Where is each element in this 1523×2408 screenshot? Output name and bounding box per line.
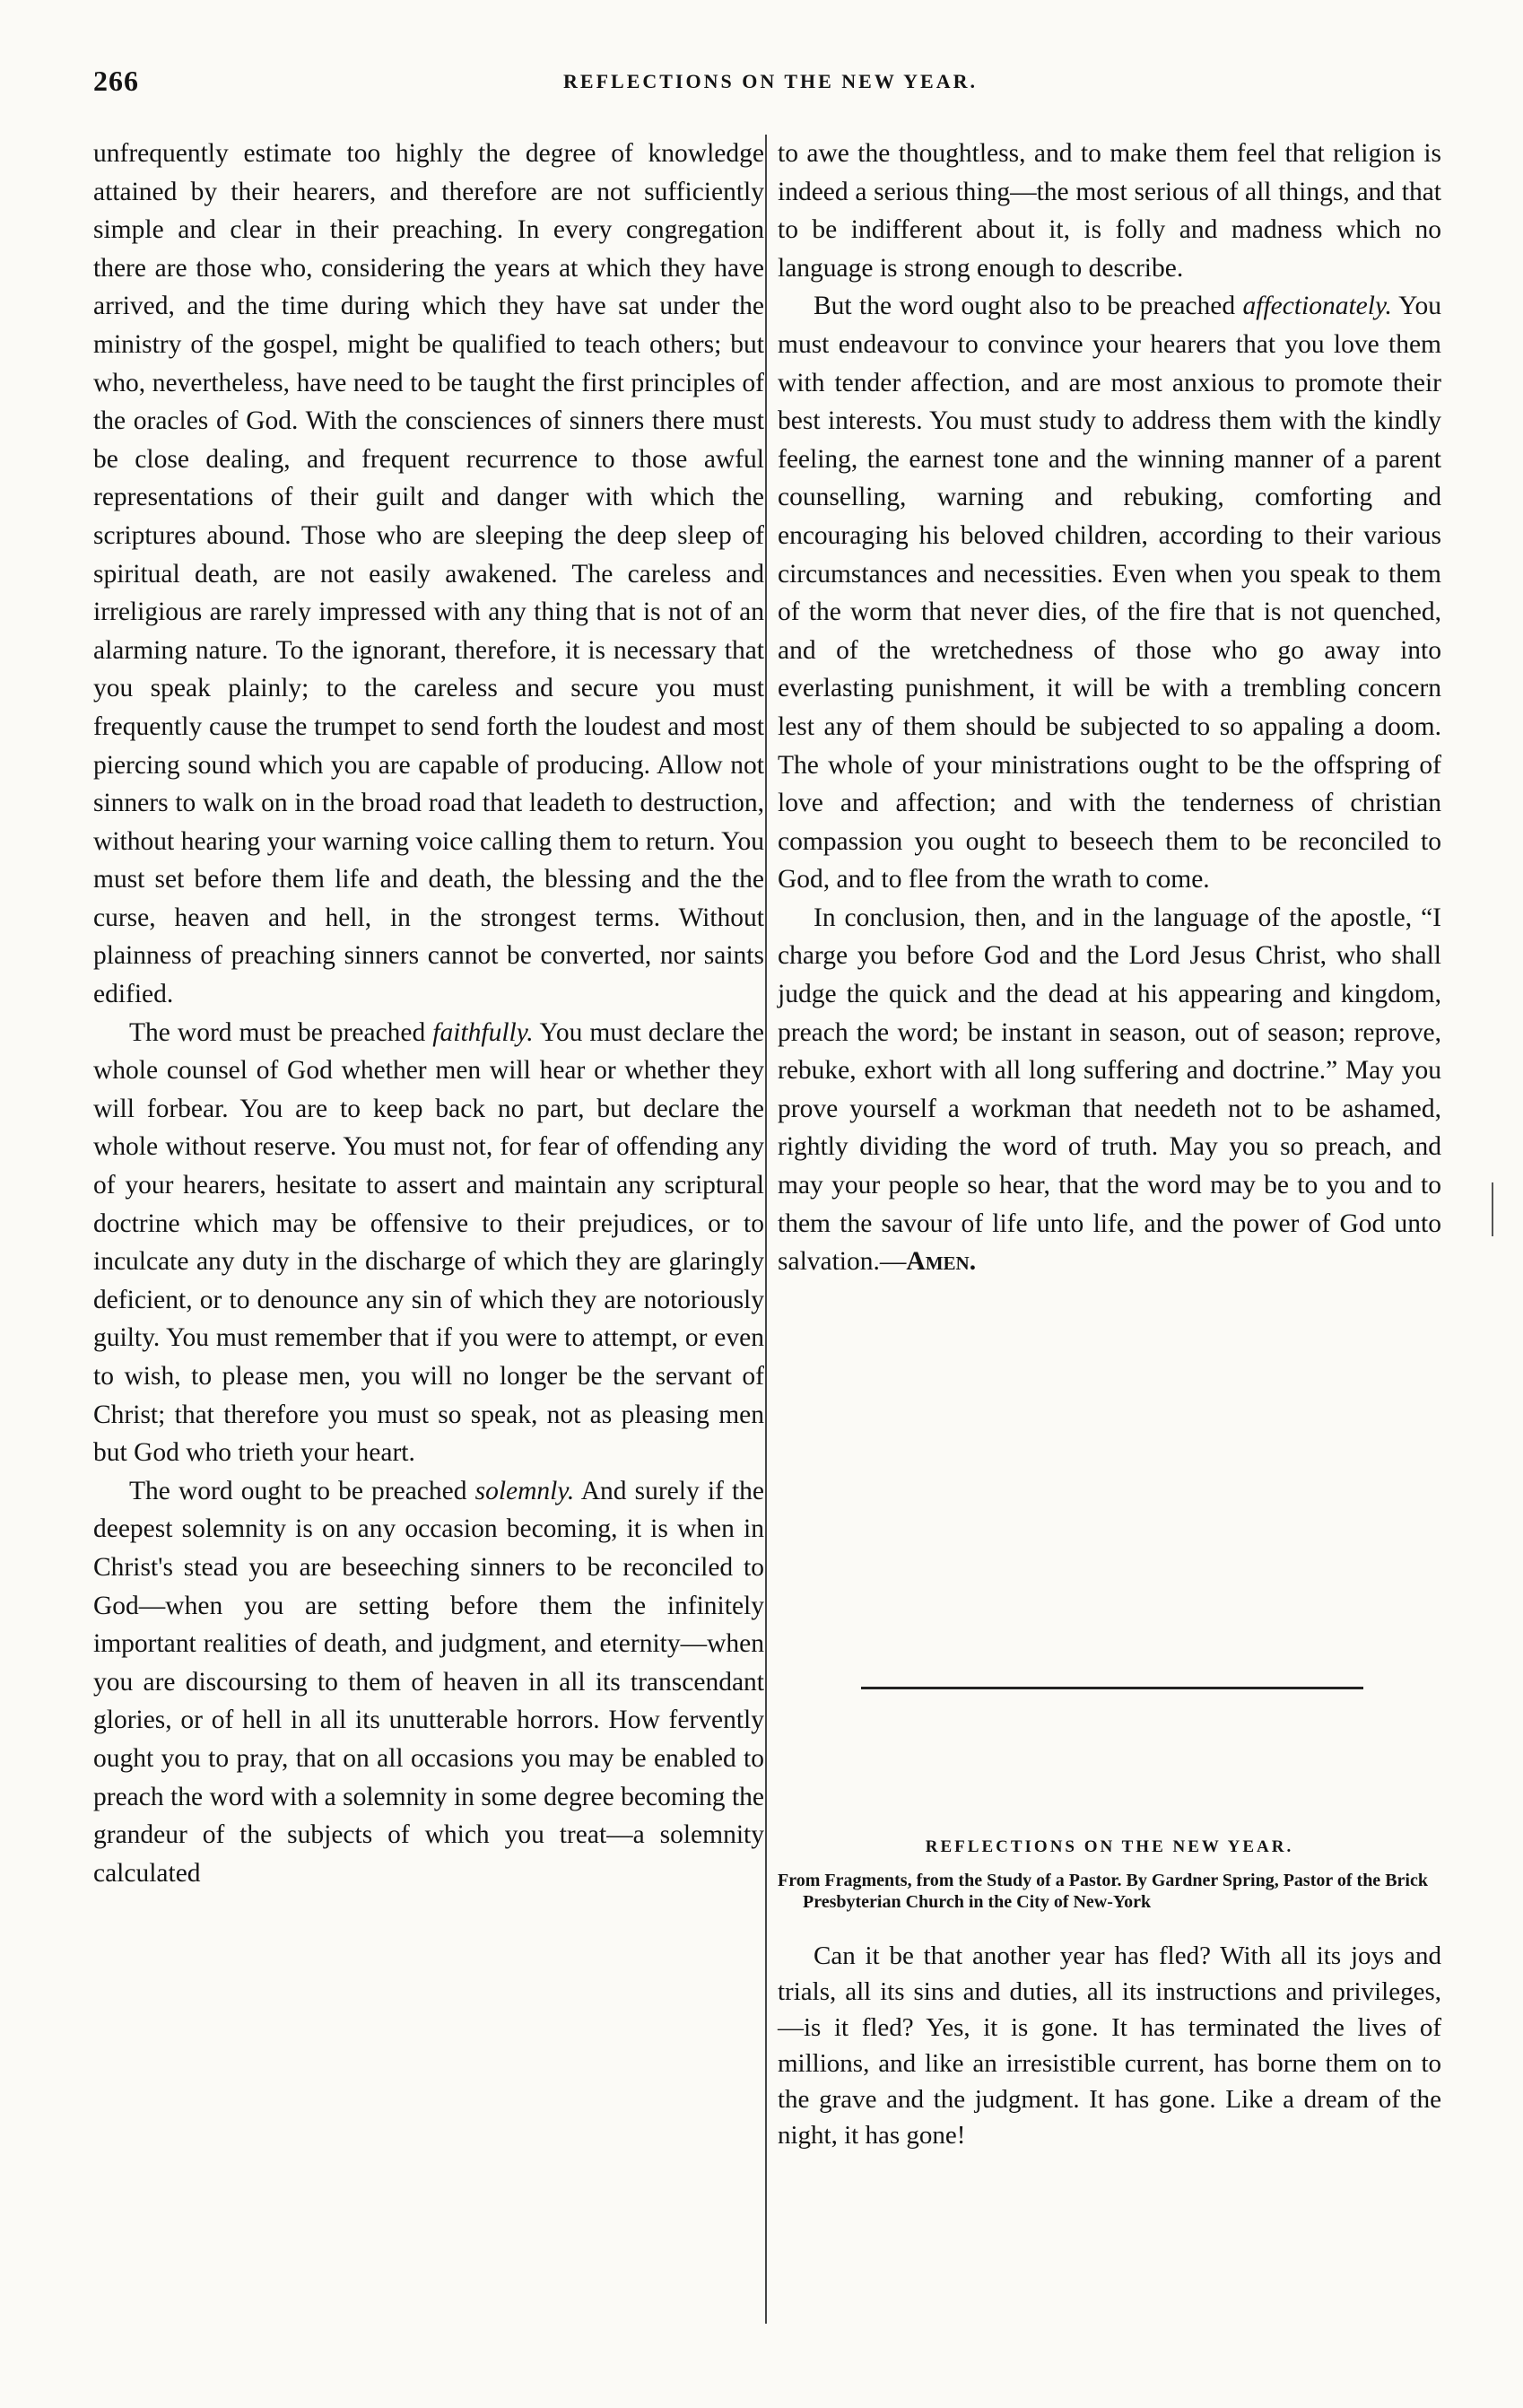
scan-artifact-line [1492, 1182, 1493, 1236]
left-column [93, 135, 764, 1892]
paragraph-text: The word ought to be preached [129, 1476, 475, 1505]
emphasis-text: affectionately. [1242, 292, 1392, 321]
paragraph-text: But the word ought also to be preached [814, 292, 1243, 321]
new-article [778, 1837, 1441, 2153]
left-paragraph-3 [93, 1472, 764, 1893]
emphasis-text: faithfully. [432, 1017, 534, 1047]
paragraph-text: The word must be preached [129, 1017, 433, 1047]
page-number: 266 [93, 65, 139, 97]
emphasis-text: solemnly. [474, 1476, 575, 1505]
left-paragraph-2 [93, 1014, 764, 1472]
section-end-rule [861, 1687, 1363, 1689]
paragraph-text: You must endeavour to convince your hearers that you love them with tender affection, and are most anxious to promote their best interests. You must study to address them with the kindly feeling, the earnest tone and the winning manner of a parent counselling, warning and rebuking, comforting and encouraging his beloved children, according to their various circumstances and necessities. Even when you speak to them of the worm that never dies, of the fire that is not quenched, and of the wretchedness of those who go away into everlasting punishment, it will be with a trembling concern lest any of them should be subjected to so appaling a doom. The whole of your ministrations ought to be the offspring of love and affection; and with the tenderness of christian compassion you ought to beseech them to be reconciled to God, and to flee from the wrath to come. [778, 292, 1441, 894]
article-title: REFLECTIONS ON THE NEW YEAR. [925, 1837, 1294, 1856]
article-body [778, 1938, 1441, 2153]
article-paragraph: Can it be that another year has fled? With all its joys and trials, all its sins and duties, all its instructions and privileges,—is it fled? Yes, it is gone. It has terminated the lives of millions, and like an irresistible current, has borne them on to the grave and the judgment. It has gone. Like a dream of the night, it has gone! [778, 1941, 1441, 2150]
paragraph-text: And surely if the deepest solemnity is on any occasion becoming, it is when in Christ's stead you are beseeching sinners to be reconciled to God—when you are setting before them the infinitely important realities of death, and judgment, and eternity—when you are discoursing to them of heaven in all its transcendant glories, or of hell in all its unutterable horrors. How fervently ought you to pray, that on all occasions you may be enabled to preach the word with a solemnity in some degree becoming the grandeur of the subjects of which you treat—a solemnity calculated [93, 1476, 764, 1888]
column-divider [765, 135, 767, 2324]
right-paragraph-3 [778, 899, 1441, 1281]
left-paragraph-1: unfrequently estimate too highly the degree of knowledge attained by their hearers, and therefore are not sufficiently simple and clear in their preaching. In every congregation there are those who, considering the years at which they have arrived, and the time during which they have sat under the ministry of the gospel, might be qualified to teach others; but who, nevertheless, have need to be taught the first principles of the oracles of God. With the consciences of sinners there must be close dealing, and frequent recurrence to those awful representations of their guilt and danger with which the scriptures abound. Those who are sleeping the deep sleep of spiritual death, are not easily awakened. The careless and irreligious are rarely impressed with any thing that is not of an alarming nature. To the ignorant, therefore, it is necessary that you speak plainly; to the careless and secure you must frequently cause the trumpet to send forth the loudest and most piercing sound which you are capable of producing. Allow not sinners to walk on in the broad road that leadeth to destruction, without hearing your warning voice calling them to return. You must set before them life and death, the blessing and the the curse, heaven and hell, in the strongest terms. Without plainness of preaching sinners cannot be converted, nor saints edified. [93, 139, 764, 1009]
running-title: REFLECTIONS ON THE NEW YEAR. [563, 70, 978, 92]
paragraph-text: You must declare the whole counsel of God whether men will hear or whether they will forbear. You are to keep back no part, but declare the whole without reserve. You must not, for fear of offending any of your hearers, hesitate to assert and maintain any scriptural doctrine which may be offensive to their prejudices, or to inculcate any duty in the discharge of which they are glaringly deficient, or to denounce any sin of which they are notoriously guilty. You must remember that if you were to attempt, or even to wish, to please men, you will no longer be the servant of Christ; that therefore you must so speak, not as pleasing men but God who trieth your heart. [93, 1017, 765, 1468]
right-column [778, 135, 1441, 1281]
amen-text: Amen. [906, 1247, 977, 1277]
paragraph-text: In conclusion, then, and in the language of the apostle, “I charge you before God and the Lord Jesus Christ, who shall judge the quick and the dead at his appearing and kingdom, preach the word; be instant in season, out of season; reprove, rebuke, exhort with all long suffering and doctrine.” May you prove yourself a workman that needeth not to be ashamed, rightly dividing the word of truth. May you so preach, and may your people so hear, that the word may be to you and to them the savour of life unto life, and the power of God unto salvation.— [778, 903, 1441, 1277]
article-source: From Fragments, from the Study of a Pastor. By Gardner Spring, Pastor of the Brick Presbyterian Church in the City of New-York [778, 1871, 1428, 1912]
page-header [93, 65, 1448, 104]
right-paragraph-1: to awe the thoughtless, and to make them feel that religion is indeed a serious thing—the most serious of all things, and that to be indifferent about it, is folly and madness which no language is strong enough to describe. [778, 139, 1441, 283]
right-paragraph-2 [778, 287, 1441, 899]
